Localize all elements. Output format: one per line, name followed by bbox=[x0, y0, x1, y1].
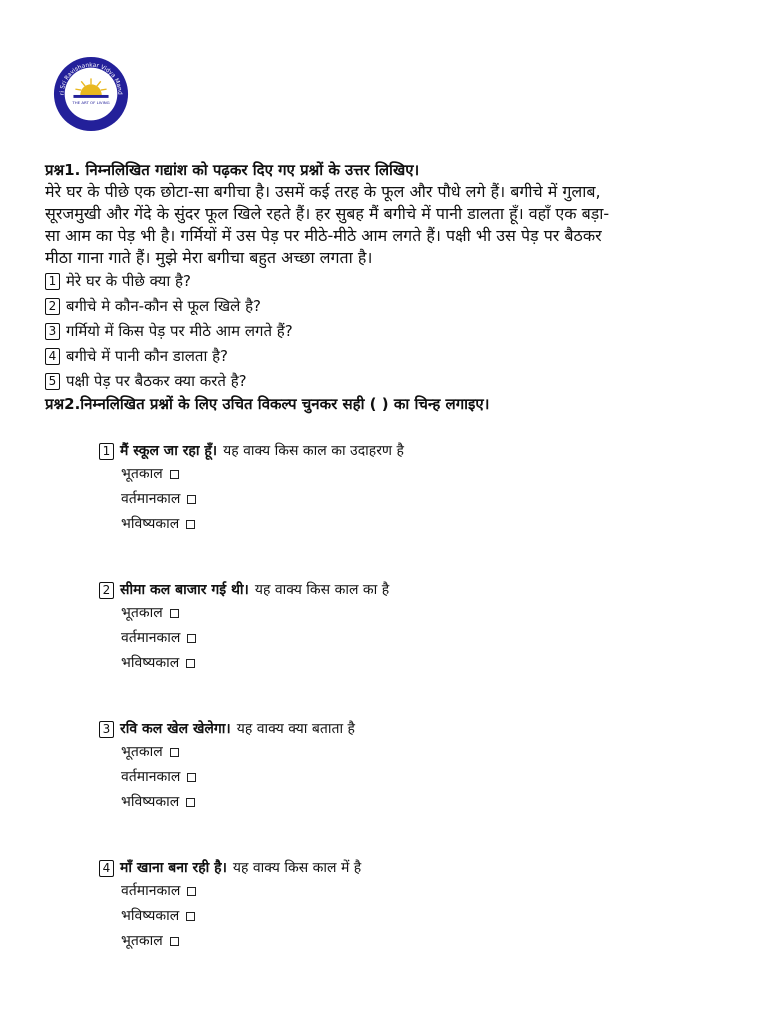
mcq-sentence: माँ खाना बना रही है। bbox=[120, 860, 227, 876]
question-number: 5 bbox=[45, 373, 60, 390]
option-label: वर्तमानकाल bbox=[121, 769, 181, 785]
list-item bbox=[45, 269, 735, 294]
mcq-question: यह वाक्य किस काल में है bbox=[232, 860, 362, 876]
question-number: 4 bbox=[99, 860, 114, 877]
question-text: मेरे घर के पीछे क्या है? bbox=[66, 272, 191, 290]
question-number: 3 bbox=[99, 721, 114, 738]
mcq-sentence: सीमा कल बाजार गई थी। bbox=[120, 582, 249, 598]
option bbox=[99, 790, 659, 815]
logo-band-text: THE ART OF LIVING bbox=[72, 99, 110, 105]
option-label: वर्तमानकाल bbox=[121, 883, 181, 899]
checkbox[interactable] bbox=[170, 748, 179, 757]
checkbox[interactable] bbox=[170, 937, 179, 946]
passage-line: सा आम का पेड़ भी है। गर्मियों में उस पेड़ पर मीठे-मीठे आम लगते हैं। पक्षी भी उस पेड़ पर बैठकर bbox=[45, 226, 602, 245]
mcq-item bbox=[99, 440, 659, 537]
question-number: 3 bbox=[45, 323, 60, 340]
list-item bbox=[45, 319, 735, 344]
mcq-question: यह वाक्य क्या बताता है bbox=[236, 721, 355, 737]
checkbox[interactable] bbox=[186, 912, 195, 921]
logo-text-bottom: विद्या दाता सूर्यमाला bbox=[73, 108, 109, 120]
question-text: पक्षी पेड़ पर बैठकर क्या करते है? bbox=[66, 372, 247, 390]
question-text: गर्मियो में किस पेड़ पर मीठे आम लगते हैं? bbox=[66, 322, 293, 340]
option bbox=[99, 879, 659, 904]
question-2-list bbox=[99, 440, 659, 954]
mcq-question: यह वाक्य किस काल का उदाहरण है bbox=[223, 443, 404, 459]
checkbox[interactable] bbox=[187, 634, 196, 643]
option-label: भूतकाल bbox=[121, 605, 163, 621]
option-label: भविष्यकाल bbox=[121, 516, 180, 532]
checkbox[interactable] bbox=[170, 470, 179, 479]
option bbox=[99, 929, 659, 954]
option bbox=[99, 626, 659, 651]
question-number: 2 bbox=[99, 582, 114, 599]
logo-text-top: ri Sri Ravishankar Vidya Mand bbox=[59, 62, 123, 96]
checkbox[interactable] bbox=[187, 773, 196, 782]
option bbox=[99, 740, 659, 765]
question-text: बगीचे मे कौन-कौन से फूल खिले है? bbox=[66, 297, 261, 315]
question-1-list bbox=[45, 269, 735, 394]
question-1-heading: प्रश्न1. निम्नलिखित गद्यांश को पढ़कर दिए गए प्रश्नों के उत्तर लिखिए। bbox=[45, 161, 420, 179]
passage-line: मीठा गाना गाते हैं। मुझे मेरा बगीचा बहुत अच्छा लगता है। bbox=[45, 248, 373, 267]
option-label: वर्तमानकाल bbox=[121, 630, 181, 646]
mcq-prompt bbox=[99, 718, 659, 740]
checkbox[interactable] bbox=[170, 609, 179, 618]
checkbox[interactable] bbox=[186, 798, 195, 807]
school-logo bbox=[52, 55, 130, 133]
question-number: 1 bbox=[99, 443, 114, 460]
question-number: 1 bbox=[45, 273, 60, 290]
option bbox=[99, 651, 659, 676]
list-item bbox=[45, 369, 735, 394]
checkbox[interactable] bbox=[187, 495, 196, 504]
question-number: 2 bbox=[45, 298, 60, 315]
list-item bbox=[45, 344, 735, 369]
option-label: भूतकाल bbox=[121, 933, 163, 949]
checkbox[interactable] bbox=[186, 520, 195, 529]
option-label: वर्तमानकाल bbox=[121, 491, 181, 507]
passage-line: मेरे घर के पीछे एक छोटा-सा बगीचा है। उसमें कई तरह के फूल और पौधे लगे हैं। बगीचे में गुलाब, bbox=[45, 182, 601, 201]
mcq-item bbox=[99, 579, 659, 676]
option-label: भविष्यकाल bbox=[121, 655, 180, 671]
option-label: भूतकाल bbox=[121, 466, 163, 482]
list-item bbox=[45, 294, 735, 319]
question-2-heading: प्रश्न2.निम्नलिखित प्रश्नों के लिए उचित विकल्प चुनकर सही ( ) का चिन्ह लगाइए। bbox=[45, 395, 490, 413]
option-label: भूतकाल bbox=[121, 744, 163, 760]
option-label: भविष्यकाल bbox=[121, 794, 180, 810]
option bbox=[99, 512, 659, 537]
option bbox=[99, 904, 659, 929]
mcq-sentence: मैं स्कूल जा रहा हूँ। bbox=[120, 443, 218, 459]
mcq-sentence: रवि कल खेल खेलेगा। bbox=[120, 721, 231, 737]
mcq-prompt bbox=[99, 857, 659, 879]
option bbox=[99, 462, 659, 487]
mcq-item bbox=[99, 718, 659, 815]
option bbox=[99, 765, 659, 790]
passage bbox=[45, 181, 735, 269]
mcq-prompt bbox=[99, 440, 659, 462]
mcq-prompt bbox=[99, 579, 659, 601]
question-1-section bbox=[45, 160, 735, 415]
passage-line: सूरजमुखी और गेंदे के सुंदर फूल खिले रहते हैं। हर सुबह मैं बगीचे में पानी डालता हूँ। वहाँ एक बड़ा- bbox=[45, 204, 610, 223]
option bbox=[99, 487, 659, 512]
option-label: भविष्यकाल bbox=[121, 908, 180, 924]
question-text: बगीचे में पानी कौन डालता है? bbox=[66, 347, 229, 365]
checkbox[interactable] bbox=[186, 659, 195, 668]
mcq-item bbox=[99, 857, 659, 954]
checkbox[interactable] bbox=[187, 887, 196, 896]
question-number: 4 bbox=[45, 348, 60, 365]
option bbox=[99, 601, 659, 626]
mcq-question: यह वाक्य किस काल का है bbox=[254, 582, 390, 598]
